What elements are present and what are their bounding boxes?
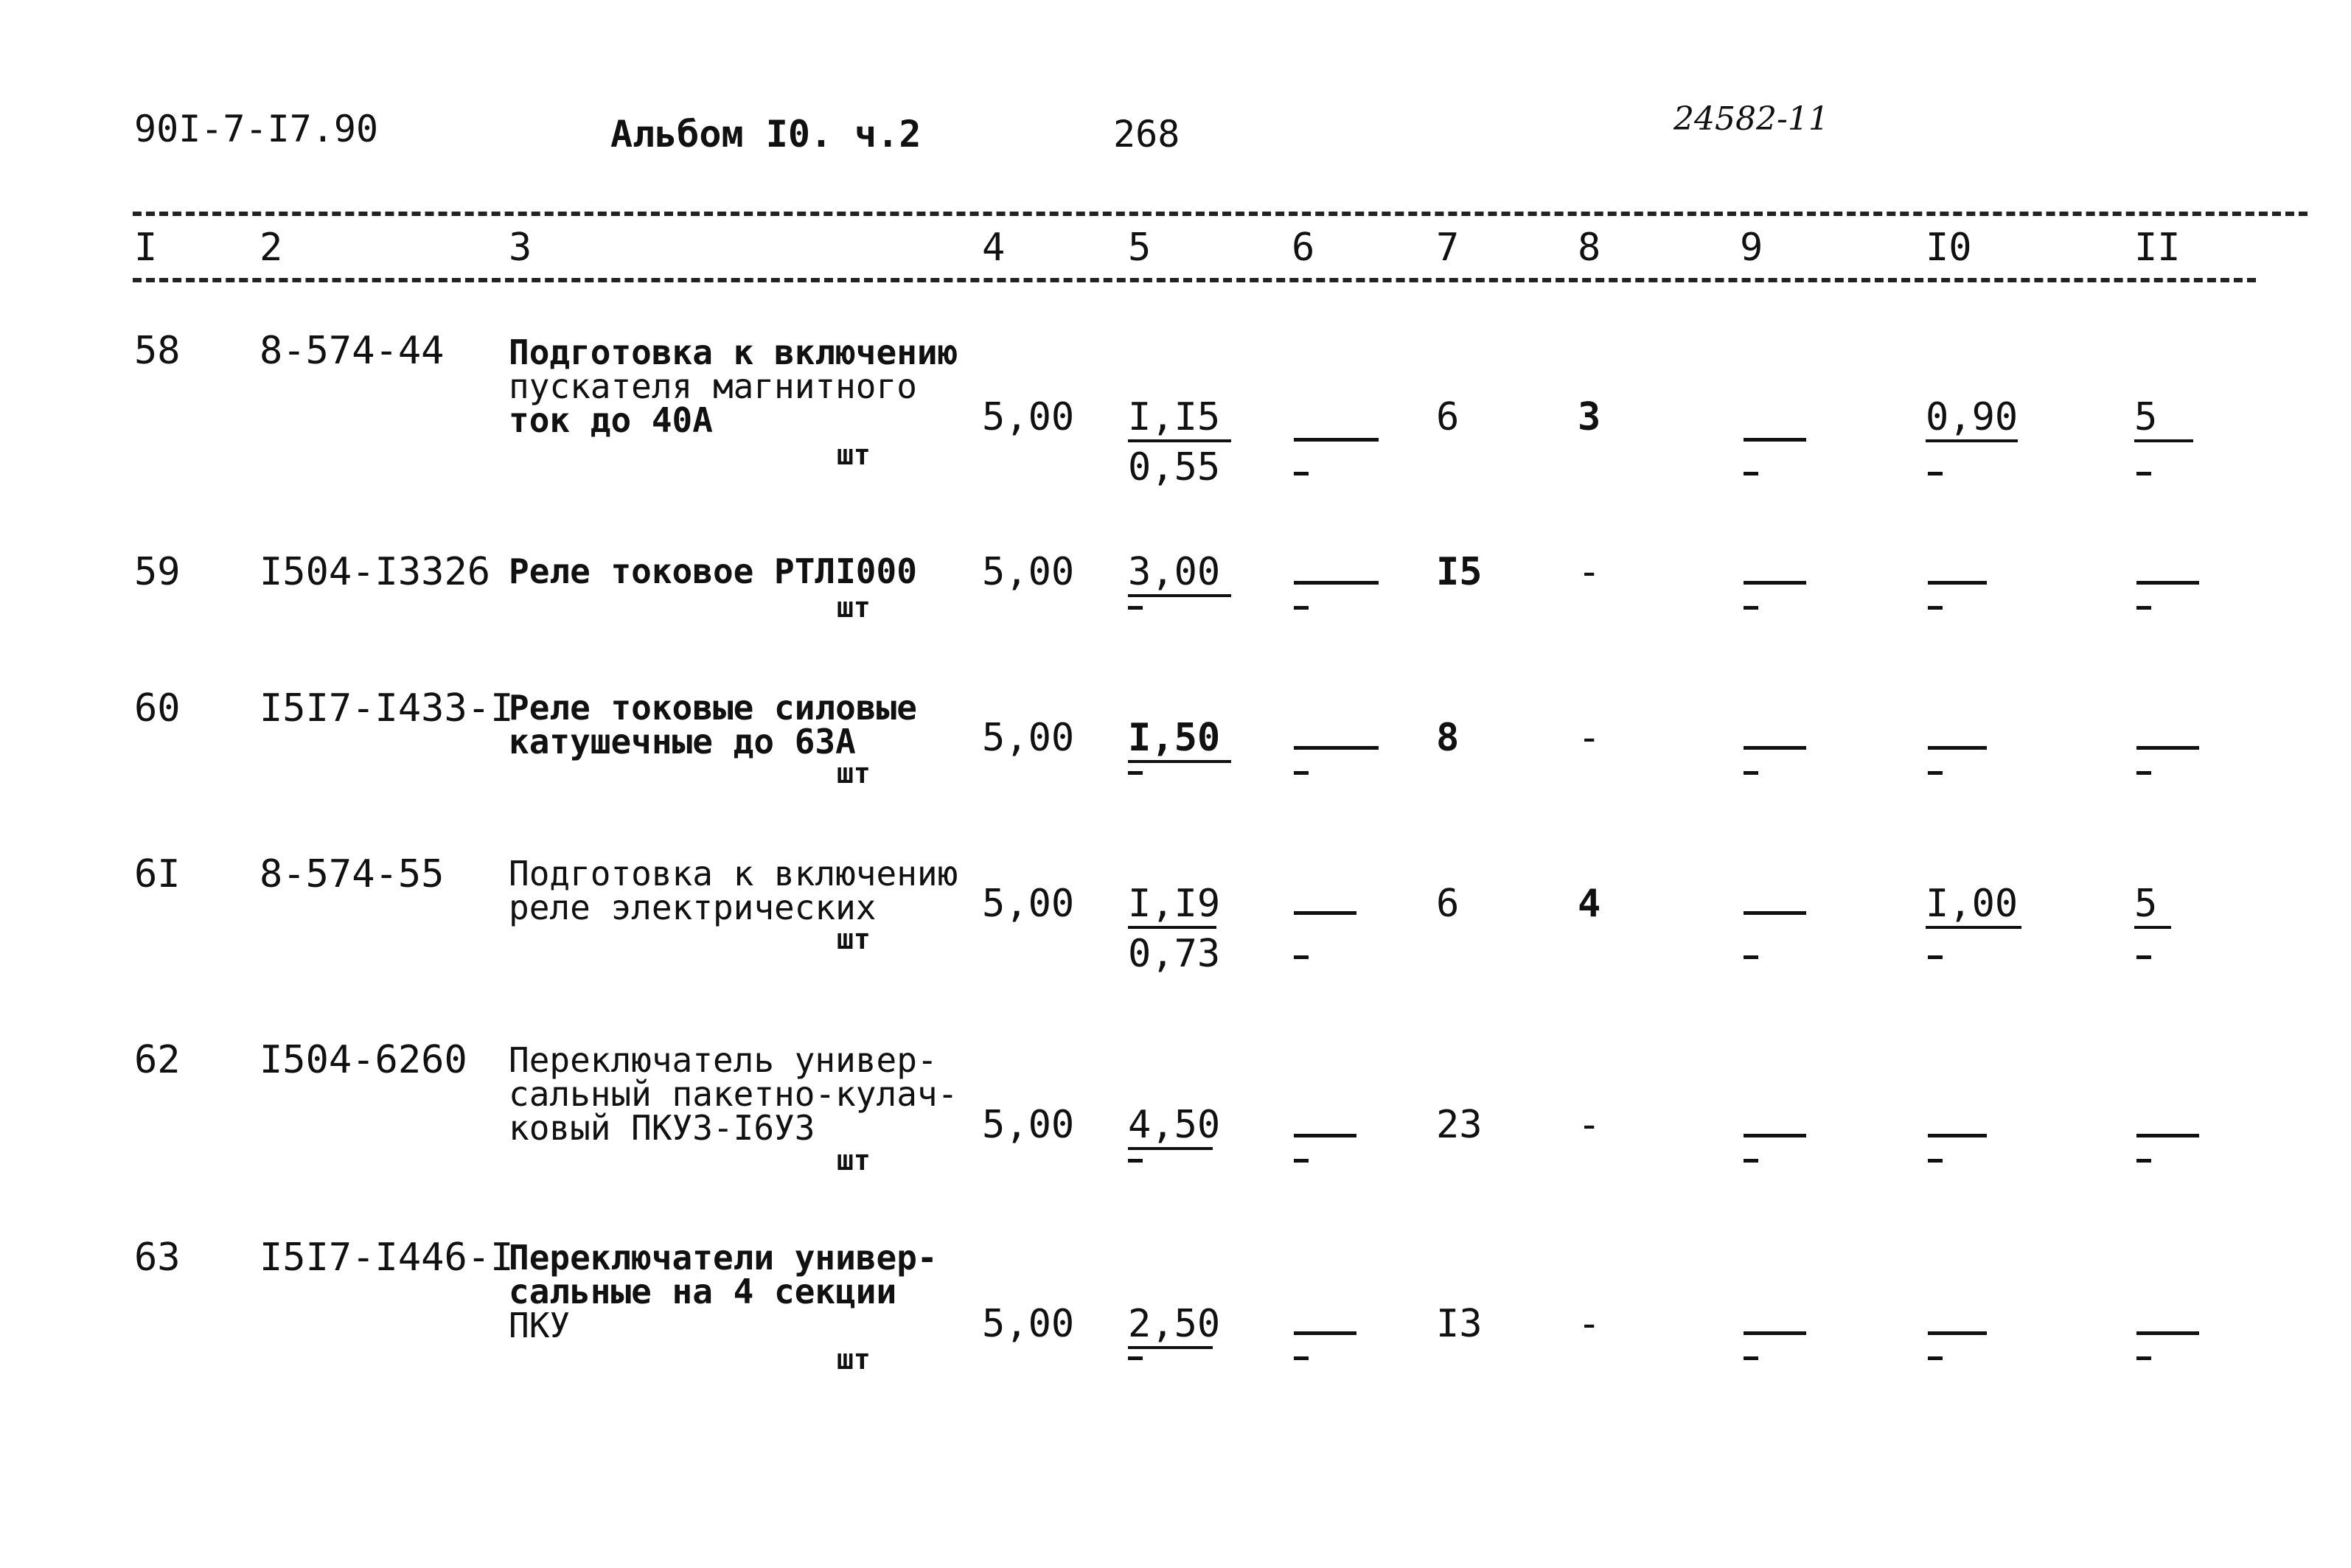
empty-col9-mark	[1744, 472, 1758, 475]
empty-col9-mark	[1744, 955, 1758, 959]
row-description-line: сальный пакетно-кулач-	[509, 1074, 958, 1114]
row-col10: I,00	[1926, 885, 2021, 929]
empty-col6-mark	[1294, 1134, 1356, 1137]
empty-col6-mark	[1294, 472, 1309, 475]
empty-col6-mark	[1294, 955, 1309, 959]
empty-col11-mark	[2136, 955, 2151, 959]
row-col4: 5,00	[982, 716, 1075, 760]
empty-col6-mark	[1294, 911, 1356, 915]
row-col7: 23	[1436, 1103, 1483, 1147]
row-col7: I3	[1436, 1302, 1483, 1346]
row-col5-bottom: 0,73	[1128, 932, 1221, 976]
header-top-rule	[133, 212, 2308, 216]
row-col11: 5	[2134, 885, 2171, 929]
row-col4: 5,00	[982, 550, 1075, 594]
row-col10: 0,90	[1926, 398, 2018, 442]
row-col7: 6	[1436, 395, 1460, 439]
row-col7: 6	[1436, 882, 1460, 926]
row-col4: 5,00	[982, 1103, 1075, 1147]
row-code: I5I7-I446-I	[260, 1236, 514, 1280]
row-col5-top: I,I9	[1128, 885, 1216, 929]
row-number: 59	[134, 550, 181, 594]
handwritten-reference: 24582-11	[1673, 100, 1829, 138]
empty-col5-mark	[1128, 1159, 1143, 1163]
row-description-line: Подготовка к включению	[509, 332, 958, 372]
row-description-line: Переключатель универ-	[509, 1040, 938, 1080]
empty-col11-mark	[2136, 1134, 2199, 1137]
column-header-9: 9	[1740, 226, 1763, 270]
row-unit: шт	[837, 757, 871, 790]
empty-col6-mark	[1294, 1331, 1356, 1335]
row-description-line: реле электрических	[509, 888, 877, 927]
empty-col11-mark	[2136, 1356, 2151, 1360]
empty-col9-mark	[1744, 581, 1806, 585]
row-description-line: Реле токовое РТЛI000	[509, 551, 917, 591]
empty-col9-mark	[1744, 771, 1758, 775]
row-description-line: ток до 40А	[509, 400, 713, 440]
column-header-4: 4	[982, 226, 1006, 270]
row-number: 60	[134, 686, 181, 731]
column-header-6: 6	[1292, 226, 1315, 270]
empty-col10-mark	[1928, 472, 1943, 475]
empty-col9-mark	[1744, 1356, 1758, 1360]
column-header-8: 8	[1578, 226, 1601, 270]
column-header-2: 2	[260, 226, 283, 270]
row-description-line: Подготовка к включению	[509, 854, 958, 893]
empty-col9-mark	[1744, 1134, 1806, 1137]
empty-col9-mark	[1744, 606, 1758, 610]
row-code: 8-574-44	[260, 329, 445, 373]
empty-col10-mark	[1928, 1331, 1987, 1335]
page-number: 268	[1113, 113, 1180, 156]
row-description-line: Реле токовые силовые	[509, 688, 917, 728]
row-col8: -	[1578, 1302, 1601, 1346]
empty-col10-mark	[1928, 581, 1987, 585]
empty-col11-mark	[2136, 606, 2151, 610]
row-col5-top: 3,00	[1128, 553, 1231, 597]
empty-col6-mark	[1294, 581, 1379, 585]
row-unit: шт	[837, 923, 871, 955]
album-label: Альбом I0. ч.2	[610, 113, 922, 156]
empty-col9-mark	[1744, 1159, 1758, 1163]
row-unit: шт	[837, 1343, 871, 1376]
column-header-1: I	[134, 226, 158, 270]
row-col4: 5,00	[982, 882, 1075, 926]
empty-col5-mark	[1128, 606, 1143, 610]
row-number: 6I	[134, 852, 181, 896]
row-col5-top: 2,50	[1128, 1305, 1213, 1349]
empty-col5-mark	[1128, 1356, 1143, 1360]
row-code: I504-I3326	[260, 550, 491, 594]
column-header-3: 3	[509, 226, 532, 270]
row-description-line: ковый ПКУЗ-I6УЗ	[509, 1108, 815, 1148]
row-code: I504-6260	[260, 1038, 467, 1082]
row-description-line: пускателя магнитного	[509, 366, 917, 406]
empty-col10-mark	[1928, 746, 1987, 750]
column-header-7: 7	[1436, 226, 1460, 270]
row-col7: 8	[1436, 716, 1460, 760]
empty-col5-mark	[1128, 771, 1143, 775]
row-col8: -	[1578, 550, 1601, 594]
row-col4: 5,00	[982, 1302, 1075, 1346]
document-code: 90I-7-I7.90	[134, 108, 379, 150]
row-col4: 5,00	[982, 395, 1075, 439]
empty-col6-mark	[1294, 606, 1309, 610]
empty-col11-mark	[2136, 1159, 2151, 1163]
row-code: 8-574-55	[260, 852, 445, 896]
row-description-line: Переключатели универ-	[509, 1238, 938, 1278]
row-description-line: катушечные до 63А	[509, 722, 856, 762]
column-header-11: II	[2134, 226, 2181, 270]
empty-col9-mark	[1744, 746, 1806, 750]
column-header-10: I0	[1926, 226, 1972, 270]
row-col5-bottom: 0,55	[1128, 445, 1221, 489]
row-unit: шт	[837, 1144, 871, 1177]
row-col8: -	[1578, 716, 1601, 760]
empty-col11-mark	[2136, 746, 2199, 750]
empty-col10-mark	[1928, 771, 1943, 775]
empty-col10-mark	[1928, 606, 1943, 610]
empty-col10-mark	[1928, 1356, 1943, 1360]
row-unit: шт	[837, 591, 871, 624]
empty-col10-mark	[1928, 1134, 1987, 1137]
empty-col10-mark	[1928, 1159, 1943, 1163]
row-col7: I5	[1436, 550, 1483, 594]
row-col5-top: 4,50	[1128, 1106, 1213, 1150]
empty-col11-mark	[2136, 1331, 2199, 1335]
header-bottom-rule	[133, 278, 2256, 282]
row-col8: 4	[1578, 882, 1601, 926]
empty-col6-mark	[1294, 771, 1309, 775]
empty-col11-mark	[2136, 472, 2151, 475]
row-col5-top: I,I5	[1128, 398, 1231, 442]
empty-col11-mark	[2136, 771, 2151, 775]
row-col11: 5	[2134, 398, 2193, 442]
empty-col6-mark	[1294, 746, 1379, 750]
row-code: I5I7-I433-I	[260, 686, 514, 731]
empty-col6-mark	[1294, 1159, 1309, 1163]
empty-col6-mark	[1294, 438, 1379, 442]
row-number: 62	[134, 1038, 181, 1082]
empty-col10-mark	[1928, 955, 1943, 959]
row-col8: -	[1578, 1103, 1601, 1147]
row-description-line: сальные на 4 секции	[509, 1272, 897, 1311]
empty-col9-mark	[1744, 438, 1806, 442]
row-number: 58	[134, 329, 181, 373]
empty-col9-mark	[1744, 911, 1806, 915]
column-header-5: 5	[1128, 226, 1152, 270]
row-col5-top: I,50	[1128, 719, 1231, 763]
row-description-line: ПКУ	[509, 1306, 571, 1345]
empty-col6-mark	[1294, 1356, 1309, 1360]
row-number: 63	[134, 1236, 181, 1280]
row-unit: шт	[837, 439, 871, 471]
row-col8: 3	[1578, 395, 1601, 439]
empty-col9-mark	[1744, 1331, 1806, 1335]
empty-col11-mark	[2136, 581, 2199, 585]
